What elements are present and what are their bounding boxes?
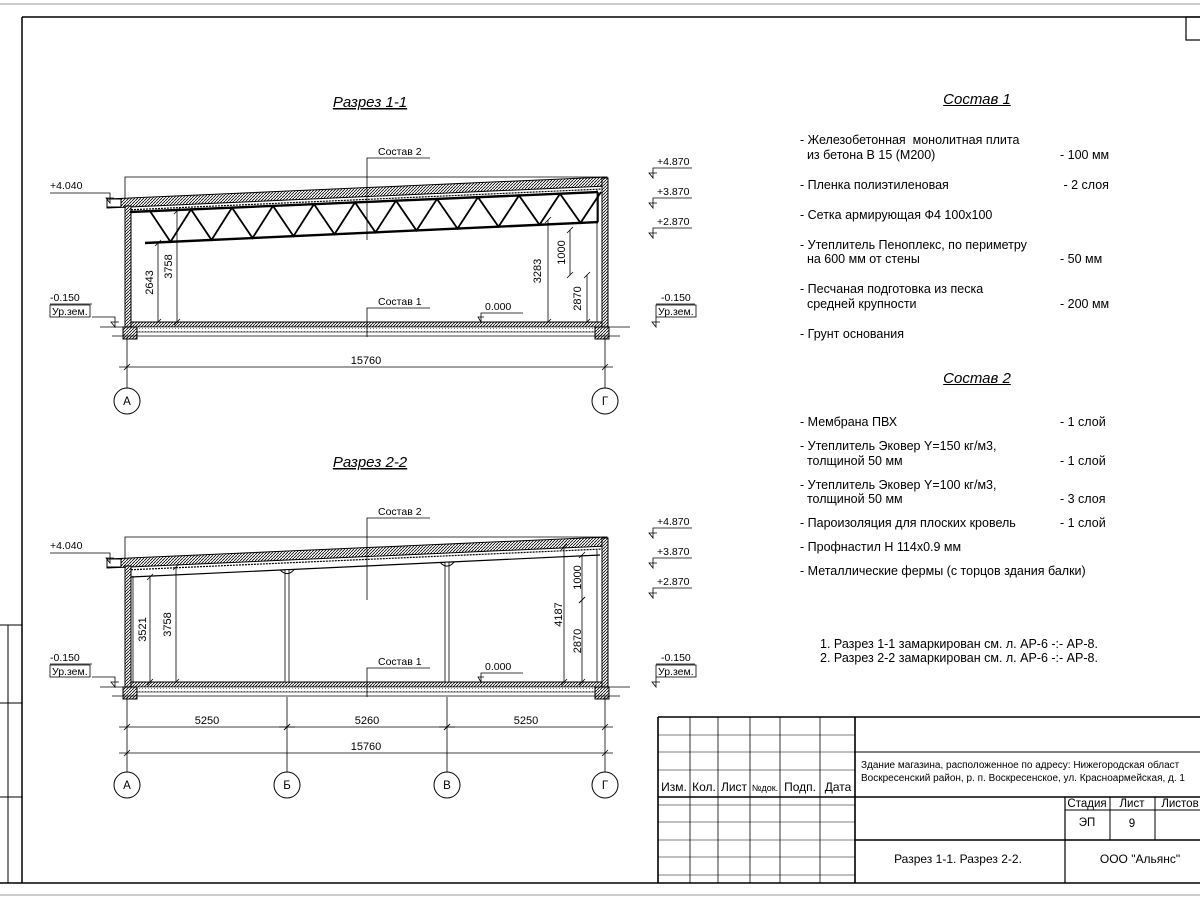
vertical-dimension-label: 2870 (572, 286, 584, 311)
column (445, 562, 449, 682)
vertical-dimension-label: 1000 (556, 240, 568, 265)
level-mark (50, 193, 114, 203)
level-mark (649, 558, 692, 568)
title-block-header: Лист (720, 780, 748, 794)
level-label: +2.870 (657, 216, 690, 228)
vertical-dimension-label: 3758 (162, 612, 174, 637)
composition-item-value: - 100 мм (1060, 147, 1110, 162)
composition-item-text: - Пленка полиэтиленовая (800, 177, 949, 192)
level-mark (92, 677, 119, 687)
floor-base (131, 327, 602, 332)
composition-item-text: - Утеплитель Эковер Y=100 кг/м3, (800, 477, 997, 492)
composition-item-value: - 1 слой (1060, 453, 1106, 468)
axis-label: В (443, 780, 451, 792)
vertical-dimension-label: 1000 (572, 565, 584, 590)
left-wall (125, 206, 131, 327)
level-label: +3.870 (657, 546, 690, 558)
composition-item-text: - Профнастил Н 114х0.9 мм (800, 540, 962, 554)
title-block-header: Подп. (784, 780, 816, 794)
level-mark (649, 528, 692, 538)
level-mark (649, 168, 692, 178)
note-1: 1. Разрез 1-1 замаркирован см. л. АР-6 -:- АР-8. (820, 637, 1098, 651)
drawing-title: Разрез 1-1. Разрез 2-2. (894, 852, 1022, 866)
composition-item-text: - Металлические фермы (с торцов здания балки) (800, 564, 1086, 578)
title-block-header: Дата (824, 780, 852, 794)
horizontal-dimension-label: 15760 (350, 355, 382, 367)
composition-item-text: - Мембрана ПВХ (800, 415, 898, 429)
composition-item-value: - 2 слоя (1060, 177, 1109, 192)
composition-item-value: - 1 слой (1060, 516, 1106, 530)
stage-header: Стадия (1067, 798, 1107, 810)
composition1-title: Состав 1 (943, 91, 1011, 108)
level-label: -0.150 (661, 292, 691, 304)
floor-slab (131, 322, 602, 327)
title-block-header: Кол. (692, 780, 716, 794)
composition-item-text: - Утеплитель Эковер Y=150 кг/м3, (800, 439, 997, 453)
floor-level-label: 0.000 (485, 301, 512, 313)
section-2 (50, 454, 696, 798)
composition-top-label: Состав 2 (378, 146, 422, 158)
composition-item-text: - Песчаная подготовка из песка (800, 282, 984, 296)
level-label: +4.040 (50, 180, 83, 192)
level-mark (649, 228, 692, 238)
composition-bottom-label: Состав 1 (378, 656, 422, 668)
note-2: 2. Разрез 2-2 замаркирован см. л. АР-6 -:- АР-8. (820, 651, 1098, 665)
floor-level-mark (478, 313, 523, 322)
level-mark (50, 553, 114, 563)
axis-label: Г (601, 396, 609, 408)
level-mark (649, 198, 692, 208)
horizontal-dimension-label: 5260 (354, 715, 380, 727)
composition-item-value: - 200 мм (1060, 296, 1110, 311)
vertical-dimension-label: 2870 (572, 628, 584, 654)
composition-item-text: - Утеплитель Пеноплекс, по периметру (800, 237, 1027, 252)
level-label: -0.150 (50, 652, 80, 664)
composition-bottom-label: Состав 1 (378, 296, 422, 308)
section-title: Разрез 1-1 (332, 94, 408, 111)
title-block-header: №док. (751, 783, 779, 793)
level-label: -0.150 (50, 292, 80, 304)
roof-slab (107, 537, 607, 568)
sheet-number: 9 (1128, 818, 1136, 830)
level-label: +4.040 (50, 540, 83, 552)
floor-level-mark (478, 673, 523, 682)
composition-item-text: на 600 мм от стены (800, 252, 920, 266)
right-foundation (595, 327, 609, 339)
stage-value: ЭП (1078, 817, 1096, 829)
composition-item-text: - Железобетонная монолитная плита (800, 133, 1020, 147)
level-mark (649, 588, 692, 598)
axis-label: А (123, 780, 131, 792)
composition-top-leader (367, 518, 430, 600)
axis-label: Г (601, 780, 609, 792)
column (285, 570, 289, 682)
left-wall (125, 566, 131, 687)
axis-label: А (123, 396, 131, 408)
level-label: -0.150 (661, 652, 691, 664)
level-label: +3.870 (657, 186, 690, 198)
vertical-dimension-label: 3758 (163, 254, 175, 279)
floor-level-label: 0.000 (485, 661, 512, 673)
level-mark (652, 317, 660, 327)
left-foundation (123, 687, 137, 699)
composition-item-text: - Сетка армирующая Ф4 100х100 (800, 207, 993, 222)
ground-level-label: Ур.зем. (52, 666, 88, 678)
level-label: +4.870 (657, 156, 690, 168)
level-label: +2.870 (657, 576, 690, 588)
level-label: +4.870 (657, 516, 690, 528)
left-foundation (123, 327, 137, 339)
right-wall (602, 538, 608, 687)
vertical-dimension-label: 3283 (532, 258, 544, 284)
project-name-line: Воскресенский район, р. п. Воскресенское, ул. Красноармейская, д. 1 (861, 773, 1185, 784)
title-block (658, 717, 1200, 883)
ground-level-label: Ур.зем. (52, 306, 88, 318)
right-foundation (595, 687, 609, 699)
level-mark (92, 317, 119, 327)
roof-eave (107, 199, 121, 207)
vertical-dimension-label: 3521 (137, 617, 149, 642)
project-name-line: Здание магазина, расположенное по адресу: Нижегородская област (861, 760, 1180, 771)
axis-label: Б (283, 780, 291, 792)
sheet-header: Лист (1119, 798, 1145, 810)
composition2-title: Состав 2 (943, 370, 1011, 387)
composition-item-text: - Пароизоляция для плоских кровель (800, 516, 1016, 530)
side-stamp (0, 625, 22, 883)
composition-item-text: - Грунт основания (800, 326, 905, 341)
composition-item-value: - 1 слой (1060, 415, 1106, 429)
title-block-header: Изм. (661, 780, 687, 794)
composition-item-text: толщиной 50 мм (800, 453, 903, 468)
right-wall (602, 178, 608, 327)
sheets-header: Листов (1161, 798, 1199, 810)
section-title: Разрез 2-2 (332, 454, 408, 471)
composition-top-label: Состав 2 (378, 506, 422, 518)
ground-level-label: Ур.зем. (658, 306, 694, 318)
composition-item-text: толщиной 50 мм (800, 492, 903, 506)
vertical-dimension-label: 4187 (553, 602, 565, 627)
roof-eave (107, 559, 121, 567)
composition-item-value: - 50 мм (1060, 252, 1103, 266)
horizontal-dimension-label: 5250 (513, 715, 539, 727)
vertical-dimension-label: 2643 (144, 270, 156, 295)
composition-item-text: средней крупности (800, 296, 917, 311)
composition-item-value: - 3 слоя (1060, 492, 1106, 506)
company-name: ООО "Альянс" (1099, 852, 1181, 866)
horizontal-dimension-label: 5250 (194, 715, 220, 727)
section-1 (50, 94, 696, 414)
level-mark (652, 677, 660, 687)
ground-level-label: Ур.зем. (658, 666, 694, 678)
composition-item-text: из бетона В 15 (М200) (800, 147, 936, 162)
floor-slab (131, 682, 602, 687)
floor-base (131, 687, 602, 692)
horizontal-dimension-label: 15760 (350, 741, 382, 753)
